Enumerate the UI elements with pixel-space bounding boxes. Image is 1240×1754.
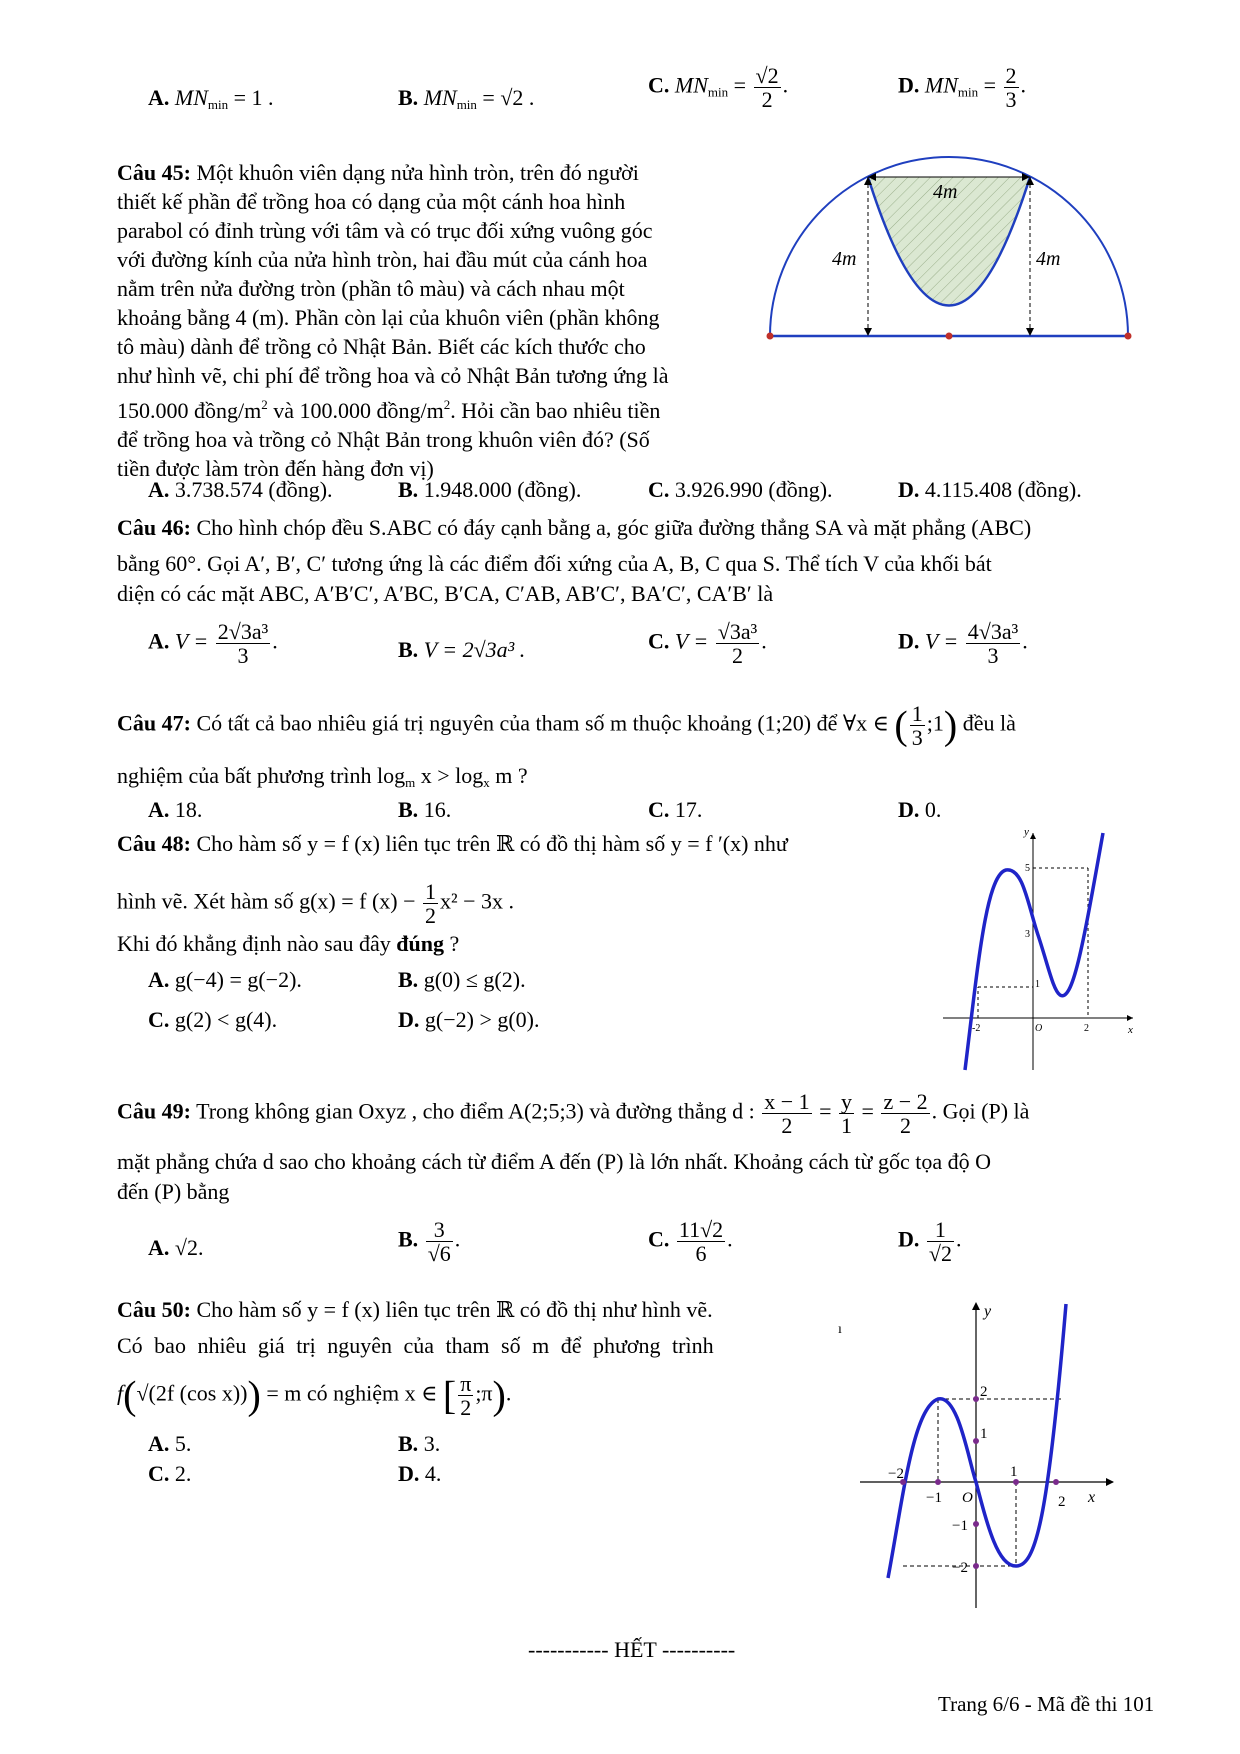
q48-answer-c: C. g(2) < g(4).: [148, 1007, 278, 1032]
end-point: [1125, 333, 1132, 340]
q48-line3: Khi đó khẳng định nào sau đây đúng ?: [117, 931, 460, 956]
point: [973, 1521, 979, 1527]
point: [973, 1396, 979, 1402]
q46-line2: bằng 60°. Gọi A′, B′, C′ tương ứng là các điểm đối xứng của A, B, C qua S. Thể tích V của khối bát: [117, 551, 992, 576]
q45-line: khoảng bằng 4 (m). Phần còn lại của khuôn viên (phần không: [117, 305, 660, 330]
q50-answer-d: D. 4.: [398, 1461, 442, 1486]
tick-minus-2: -2: [972, 1023, 981, 1034]
tick-5: 5: [1025, 863, 1030, 874]
origin-label: O: [1035, 1023, 1043, 1034]
x-label: x: [1128, 1024, 1133, 1036]
q50-graph: [858, 1298, 1118, 1610]
q45-line: tiền được làm tròn đến hàng đơn vị): [117, 456, 434, 481]
point: [935, 1479, 941, 1485]
center-point: [946, 333, 953, 340]
q47-answer-c: C. 17.: [648, 797, 703, 822]
q50-line1: Câu 50: Cho hàm số y = f (x) liên tục trên ℝ có đồ thị như hình vẽ.: [117, 1297, 713, 1322]
q48-graph: [938, 825, 1138, 1075]
q45-line: 150.000 đồng/$m^2$ và 100.000 đồng/$m^2$. Hỏi cần bao nhiêu tiền: [117, 397, 661, 423]
q48-line2: hình vẽ. Xét hàm số g(x) = f (x) − $\frac{1}{2}$ x² − 3x .: [117, 879, 515, 929]
point: [1053, 1479, 1059, 1485]
tick-3: 3: [1025, 929, 1030, 940]
q47-answer-b: B. 16.: [398, 797, 452, 822]
tick-1: 1: [1035, 979, 1040, 990]
x-arrow: [1127, 1015, 1133, 1021]
end-marker: ----------- HẾT ----------: [528, 1637, 736, 1662]
q46-answer-a: A. V = $\frac{\text{2√3a³}}{3}$ .: [148, 619, 278, 669]
q46-line3: diện có các mặt ABC, A′B′C′, A′BC, B′CA, C′AB, AB′C′, BA′C′, CA′B′ là: [117, 581, 774, 606]
tick-x-2: 2: [1058, 1494, 1066, 1510]
tick-x-1: 1: [1010, 1464, 1018, 1480]
right-label: 4m: [1036, 248, 1061, 270]
q48-answer-d: D. g(−2) > g(0).: [398, 1007, 540, 1032]
q45-line: để trồng hoa và trồng cỏ Nhật Bản trong khuôn viên đó? (Số: [117, 427, 650, 452]
q45-answer-c: C. 3.926.990 (đồng).: [648, 477, 833, 502]
q49-line2: mặt phẳng chứa d sao cho khoảng cách từ điểm A đến (P) là lớn nhất. Khoảng cách từ gốc tọa độ O: [117, 1149, 992, 1174]
q47-answer-d: D. 0.: [898, 797, 942, 822]
y-label: y: [984, 1303, 992, 1320]
page-footer: Trang 6/6 - Mã đề thi 101: [938, 1692, 1155, 1716]
tick-1: 1: [980, 1426, 988, 1442]
y-label: y: [1024, 826, 1029, 838]
q49-answer-d: D. $\frac{1}{√2}$ .: [898, 1217, 962, 1267]
q46-line1: Câu 46: Cho hình chóp đều S.ABC có đáy cạnh bằng a, góc giữa đường thẳng SA và mặt phẳng (ABC): [117, 515, 1032, 540]
left-label: 4m: [832, 248, 857, 270]
q50-equation: f(√(2f (cos x))) = m có nghiệm x ∈ [ $\frac{\pi}{2}$ ;π).: [117, 1371, 512, 1421]
top-label: 4m: [933, 181, 958, 203]
q50-line2: Có bao nhiêu giá trị nguyên của tham số m để phương trình: [117, 1333, 714, 1358]
q45-line: Câu 45: Một khuôn viên dạng nửa hình tròn, trên đó người: [117, 160, 639, 185]
point: [973, 1438, 979, 1444]
q48-answer-b: B. g(0) ≤ g(2).: [398, 967, 526, 992]
q49-answer-a: A. √2.: [148, 1235, 204, 1260]
q47-answer-a: A. 18.: [148, 797, 203, 822]
q49-answer-b: B. $\frac{3}{√6}$ .: [398, 1217, 461, 1267]
q50-answer-b: B. 3.: [398, 1431, 441, 1456]
q45-line: với đường kính của nửa hình tròn, hai đầu mút của cánh hoa: [117, 247, 648, 272]
q44-answer-d: D. $MN_{min}$ = $\frac{2}{3}$ .: [898, 63, 1027, 113]
q49-answer-c: C. $\frac{11√2}{6}$ .: [648, 1217, 733, 1267]
x-label: x: [1088, 1489, 1096, 1506]
q47-line1: Câu 47: Có tất cả bao nhiêu giá trị nguyên của tham số m thuộc khoảng (1;20) để ∀x ∈ ( $\frac{1}{3}$ ;1) đều là: [117, 701, 1016, 751]
q45-figure: [760, 155, 1140, 345]
q44-answer-b: B. $MN_{min} = √2$ .: [398, 85, 535, 112]
q48-answer-a: A. g(−4) = g(−2).: [148, 967, 302, 992]
q46-answer-b: B. V = 2√3a³ .: [398, 637, 526, 662]
q44-answer-c: C. $MN_{min}$ = $\frac{√2}{2}$ .: [648, 63, 789, 113]
q49-line1: Câu 49: Trong không gian Oxyz , cho điểm A(2;5;3) và đường thẳng d : $\frac{x - 1}{2}$ = $\frac{y}{1}$ = $\frac{z - 2}{2}$ . Gọi (P) là: [117, 1089, 1030, 1139]
q45-line: nằm trên nửa đường tròn (phần tô màu) và cách nhau một: [117, 276, 625, 301]
x-arrow: [1106, 1478, 1114, 1486]
tick-2: 2: [980, 1384, 988, 1400]
f-prime-curve: [965, 833, 1103, 1070]
q45-question: [117, 158, 742, 483]
q48-line1: Câu 48: Cho hàm số y = f (x) liên tục trên ℝ có đồ thị hàm số y = f ′(x) như: [117, 831, 788, 856]
stray-mark: ı: [838, 1322, 842, 1337]
origin-label: O: [962, 1490, 973, 1506]
q44-answer-a: A. $MN_{min} = 1$ .: [148, 85, 274, 112]
q45-line: tô màu) dành để trồng cỏ Nhật Bản. Biết các kích thước cho: [117, 334, 646, 359]
q45-line: như hình vẽ, chi phí để trồng hoa và cỏ Nhật Bản tương ứng là: [117, 363, 669, 388]
q45-line: thiết kế phần để trồng hoa có dạng của một cánh hoa hình: [117, 189, 626, 214]
q47-line2: nghiệm của bất phương trình $\log_m x > \log_x m$ ?: [117, 763, 528, 790]
q45-answer-d: D. 4.115.408 (đồng).: [898, 477, 1082, 502]
q46-answer-c: C. V = $\frac{\text{√3a³}}{2}$ .: [648, 619, 767, 669]
q50-answer-c: C. 2.: [148, 1461, 192, 1486]
q45-answer-b: B. 1.948.000 (đồng).: [398, 477, 582, 502]
q45-answer-a: A. 3.738.574 (đồng).: [148, 477, 333, 502]
tick-minus-2: −2: [952, 1560, 968, 1576]
q50-answer-a: A. 5.: [148, 1431, 192, 1456]
point: [973, 1563, 979, 1569]
q45-line: parabol có đỉnh trùng với tâm và có trục đối xứng vuông góc: [117, 218, 653, 243]
q49-line3: đến (P) bằng: [117, 1179, 230, 1204]
y-arrow: [972, 1302, 980, 1310]
tick-x-minus-2: −2: [888, 1466, 904, 1482]
tick-2: 2: [1084, 1023, 1089, 1034]
end-point: [767, 333, 774, 340]
tick-x-minus-1: −1: [926, 1490, 942, 1506]
q46-answer-d: D. V = $\frac{\text{4√3a³}}{3}$ .: [898, 619, 1028, 669]
tick-minus-1: −1: [952, 1518, 968, 1534]
y-arrow: [1030, 833, 1036, 839]
